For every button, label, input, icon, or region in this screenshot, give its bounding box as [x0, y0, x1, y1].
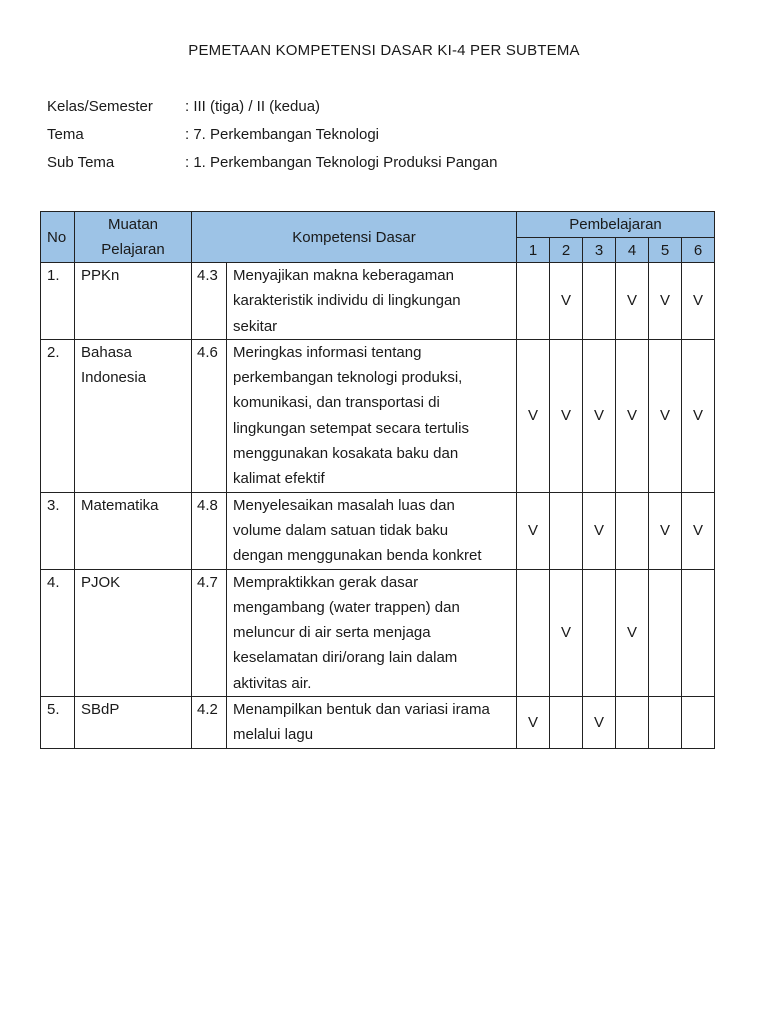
check-cell: V [517, 492, 550, 569]
check-cell [583, 263, 616, 340]
check-cell: V [550, 569, 583, 696]
check-cell: V [682, 339, 715, 492]
muatan-cell [75, 263, 192, 340]
kd-code: 4.6 [197, 343, 218, 361]
row-no-cell [41, 697, 75, 749]
meta-value: : 7. Perkembangan Teknologi [185, 126, 380, 143]
row-no: 1. [47, 267, 60, 284]
kd-line: sekitar [233, 317, 278, 335]
row-no: 5. [47, 701, 60, 719]
check-cell: V [583, 492, 616, 569]
kd-text-cell [227, 492, 517, 569]
header-pembelajaran: Pembelajaran [517, 212, 715, 238]
muatan-line: Indonesia [81, 369, 147, 387]
header-day: 4 [616, 238, 649, 263]
check-cell [616, 492, 649, 569]
kd-line: mengambang (water trappen) dan [233, 598, 460, 616]
kd-line: volume dalam satuan tidak baku [233, 521, 449, 539]
meta-value: : III (tiga) / II (kedua) [185, 98, 321, 115]
header-row [41, 212, 715, 238]
check-cell: V [550, 263, 583, 340]
header-no: No [41, 212, 75, 263]
muatan-line: Bahasa [81, 343, 132, 361]
kd-line: aktivitas air. [233, 674, 312, 692]
check-cell: V [550, 339, 583, 492]
kd-line: keselamatan diri/orang lain dalam [233, 649, 458, 667]
table-row [41, 263, 715, 340]
kd-line: perkembangan teknologi produksi, [233, 369, 463, 387]
kd-text-cell [227, 263, 517, 340]
header-muatan [75, 212, 192, 263]
check-cell: V [649, 492, 682, 569]
check-cell [550, 697, 583, 749]
kd-line: menggunakan kosakata baku dan [233, 445, 459, 463]
kd-line: karakteristik individu di lingkungan [233, 292, 461, 310]
muatan-line: PJOK [81, 573, 121, 591]
kd-line: meluncur di air serta menjaga [233, 624, 431, 642]
kd-code: 4.8 [197, 496, 218, 514]
kd-line: Meringkas informasi tentang [233, 343, 422, 361]
kd-line: kalimat efektif [233, 470, 325, 488]
check-cell [583, 569, 616, 696]
kd-text-cell [227, 339, 517, 492]
muatan-cell [75, 697, 192, 749]
kd-line: Menyelesaikan masalah luas dan [233, 496, 455, 514]
check-cell [682, 569, 715, 696]
meta-value: : 1. Perkembangan Teknologi Produksi Pangan [185, 154, 498, 171]
kd-code-cell [192, 697, 227, 749]
check-cell: V [682, 492, 715, 569]
header-kompetensi: Kompetensi Dasar [192, 212, 517, 263]
row-no: 3. [47, 496, 60, 514]
check-cell: V [649, 339, 682, 492]
kd-text-cell [227, 569, 517, 696]
page-title: PEMETAAN KOMPETENSI DASAR KI-4 PER SUBTEMA [188, 42, 580, 59]
check-cell: V [616, 339, 649, 492]
row-no: 4. [47, 573, 60, 591]
header-day: 2 [550, 238, 583, 263]
row-no-cell [41, 492, 75, 569]
kd-code: 4.7 [197, 573, 218, 591]
kd-code-cell [192, 263, 227, 340]
kd-line: Menampilkan bentuk dan variasi irama [233, 701, 490, 719]
meta-label: Tema [47, 126, 84, 143]
check-cell: V [517, 339, 550, 492]
muatan-line: PPKn [81, 267, 120, 284]
header-day: 6 [682, 238, 715, 263]
kd-line: dengan menggunakan benda konkret [233, 547, 482, 565]
table-row [41, 339, 715, 492]
table-row [41, 569, 715, 696]
check-cell [517, 263, 550, 340]
check-cell: V [649, 263, 682, 340]
muatan-cell [75, 339, 192, 492]
header-day: 1 [517, 238, 550, 263]
muatan-cell [75, 492, 192, 569]
muatan-cell [75, 569, 192, 696]
check-cell [616, 697, 649, 749]
meta-label: Kelas/Semester [47, 98, 153, 115]
header-muatan-line: Pelajaran [101, 241, 165, 258]
header-day: 3 [583, 238, 616, 263]
kd-code: 4.2 [197, 701, 218, 719]
kd-line: melalui lagu [233, 726, 314, 744]
check-cell: V [583, 339, 616, 492]
row-no: 2. [47, 343, 60, 361]
check-cell [649, 697, 682, 749]
check-cell [682, 697, 715, 749]
muatan-line: SBdP [81, 701, 120, 719]
kd-code: 4.3 [197, 267, 218, 284]
kd-code-cell [192, 569, 227, 696]
header-day: 5 [649, 238, 682, 263]
check-cell: V [682, 263, 715, 340]
kd-line: lingkungan setempat secara tertulis [233, 419, 469, 437]
check-cell [517, 569, 550, 696]
row-no-cell [41, 339, 75, 492]
meta-label: Sub Tema [47, 154, 115, 171]
kd-code-cell [192, 492, 227, 569]
check-cell: V [583, 697, 616, 749]
check-cell: V [616, 263, 649, 340]
row-no-cell [41, 569, 75, 696]
kd-line: Mempraktikkan gerak dasar [233, 573, 419, 591]
kd-code-cell [192, 339, 227, 492]
kd-text-cell [227, 697, 517, 749]
header-muatan-line: Muatan [107, 216, 159, 233]
kompetensi-table [40, 211, 715, 749]
table-row [41, 697, 715, 749]
row-no-cell [41, 263, 75, 340]
table-row [41, 492, 715, 569]
check-cell [550, 492, 583, 569]
muatan-line: Matematika [81, 496, 159, 514]
check-cell [649, 569, 682, 696]
kd-line: komunikasi, dan transportasi di [233, 394, 440, 412]
kd-line: Menyajikan makna keberagaman [233, 267, 454, 284]
check-cell: V [517, 697, 550, 749]
table-body [41, 263, 715, 749]
check-cell: V [616, 569, 649, 696]
